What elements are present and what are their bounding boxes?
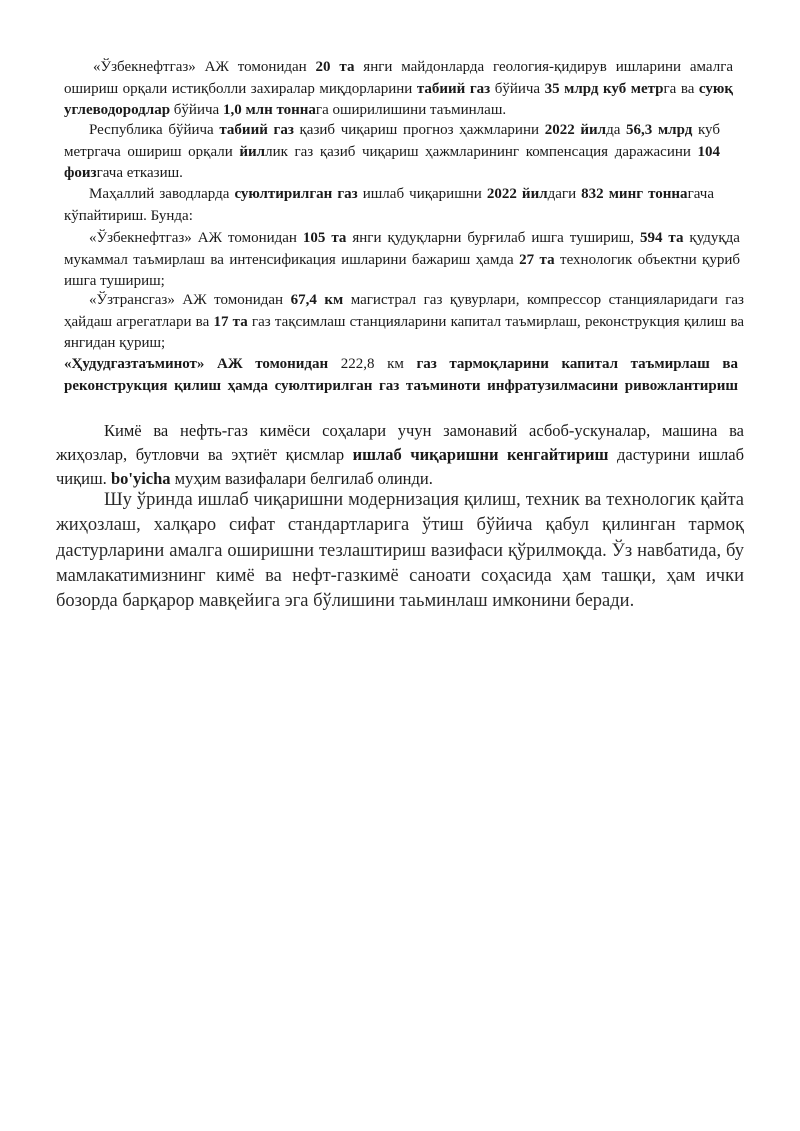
paragraph-2: [64, 120, 720, 185]
paragraph-7: [56, 419, 744, 491]
text-run: 20 та: [315, 59, 355, 75]
paragraph-3: [64, 184, 714, 227]
text-run: янги майдонларда геология-қидирув ишларини амалга ошириш орқали истиқболли захиралар миқдорларини: [64, 59, 734, 97]
text-run: 2022 йил: [544, 122, 607, 138]
text-run: 105 та: [302, 230, 347, 246]
text-run: дастурини ишлаб чиқиш.: [56, 445, 745, 488]
text-run: 594 та: [639, 230, 684, 246]
text-run: гача етказиш.: [96, 165, 183, 181]
text-run: ишлаб чиқаришни: [357, 186, 487, 202]
text-run: 2022 йил: [486, 186, 548, 202]
text-run: гача кўпайтириш. Бунда:: [64, 186, 714, 224]
text-run: суюлтирилган газ: [234, 186, 358, 202]
text-run: лик газ қазиб чиқариш ҳажмларининг компенсация даражасини: [265, 143, 698, 160]
text-run: бўйича: [490, 80, 545, 97]
text-run: суюқ углеводородлар: [64, 80, 733, 118]
text-run: куб метргача ошириш орқали: [64, 122, 720, 160]
paragraph-6: [64, 354, 738, 397]
paragraph-1: [64, 57, 733, 122]
text-run: бўйича: [170, 102, 223, 118]
text-run: га ва: [663, 80, 699, 97]
text-run: 56,3 млрд: [626, 122, 693, 138]
text-run: даги: [547, 186, 582, 202]
text-run: «Ўзтрансгаз» АЖ томонидан: [89, 292, 291, 308]
text-run: қудуқда мукаммал таъмирлаш ва интенсификация ишларини бажариш ҳамда: [64, 230, 740, 268]
text-run: муҳим вазифалари белгилаб олинди.: [170, 469, 433, 488]
text-run: қазиб чиқариш прогноз ҳажмларини: [293, 122, 545, 138]
paragraph-8: [56, 488, 744, 614]
text-run: газ тақсимлаш станцияларини капитал таъмирлаш, реконструкция қилиш ва янгидан қуриш;: [64, 313, 744, 351]
text-run: табиий газ: [219, 122, 294, 138]
text-run: табиий газ: [416, 80, 491, 97]
text-run: магистрал газ қувурлари, компрессор станцияларидаги газ ҳайдаш агрегатлари ва: [64, 292, 744, 330]
text-run: янги қудуқларни бурғилаб ишга тушириш,: [346, 230, 640, 246]
text-run: технологик объектни қуриб ишга тушириш;: [64, 251, 740, 289]
text-run: да: [606, 122, 627, 138]
text-run: 35 млрд куб метр: [544, 80, 664, 97]
text-run: 832 минг тонна: [581, 186, 688, 202]
text-run: Шу ўринда ишлаб чиқаришни модернизация қилиш, техник ва технологик қайта жиҳозлаш, халқаро сифат стандартларига ўтиш бўйича қабул қилинган тармоқ дастурларини амалга оширишни тезлаштириш вазифаси қўрилмоқда. Ўз навбатида, бу мамлакатимизнинг кимё ва нефт-газкимё саноати соҳасида ҳам ташқи, ҳам ички бозорда барқарор мавқейига эга бўлишини таьминлаш имконини беради.: [56, 490, 744, 612]
paragraph-4: [64, 228, 740, 293]
text-run: 67,4 км: [290, 292, 344, 308]
text-run: 17 та: [213, 313, 248, 330]
text-run: 1,0 млн тонна: [222, 102, 316, 118]
text-run: ишлаб чиқаришни кенгайтириш: [352, 445, 609, 464]
text-run: bo'yicha: [110, 469, 171, 488]
text-run: «Ҳудудгазтаъминот» АЖ томонидан: [64, 356, 329, 372]
text-run: газ тармоқларини капитал таъмирлаш ва реконструкция қилиш ҳамда суюлтирилган газ таъминоти инфратузилмасини ривожлантириш: [64, 356, 739, 394]
text-run: йил: [239, 143, 266, 160]
text-run: Маҳаллий заводларда: [89, 186, 235, 202]
text-run: 27 та: [519, 251, 555, 268]
text-run: 104 фоиз: [64, 143, 721, 181]
paragraph-5: [64, 290, 744, 355]
text-run: «Ўзбекнефтгаз» АЖ томонидан: [89, 230, 303, 246]
text-run: 222,8 км: [328, 356, 417, 372]
text-run: Кимё ва нефть-газ кимёси соҳалари учун замонавий асбоб-ускуналар, машина ва жиҳозлар, бутловчи ва эҳтиёт қисмлар: [56, 421, 744, 464]
text-run: «Ўзбекнефтгаз» АЖ томонидан: [93, 59, 316, 75]
text-run: га оширилишини таъминлаш.: [315, 102, 507, 118]
text-run: Республика бўйича: [89, 122, 220, 138]
